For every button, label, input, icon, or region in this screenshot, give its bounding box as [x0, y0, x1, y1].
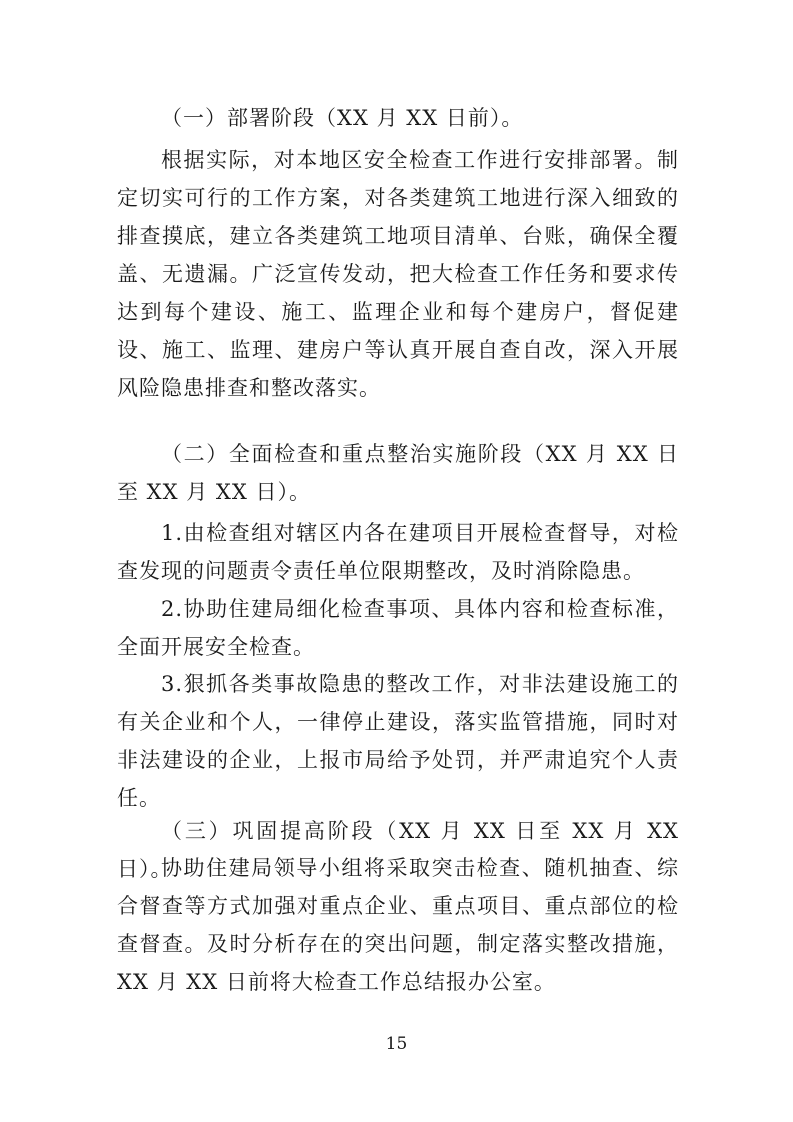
section-1-heading: （一）部署阶段（XX 月 XX 日前）。 — [161, 106, 524, 130]
section-3-paragraph: 协助住建局领导小组将采取突击检查、随机抽查、综合督查等方式加强对重点企业、重点项目、重点部位的检查督查。及时分析存在的突出问题，制定落实整改措施，XX 月 XX 日前将大检查工作总结报办公室。 — [117, 856, 679, 994]
section-2-item-3: 3.狠抓各类事故隐患的整改工作，对非法建设施工的有关企业和个人，一律停止建设，落实监管措施，同时对非法建设的企业，上报市局给予处罚，并严肃追究个人责任。 — [117, 672, 679, 810]
section-2-item-1: 1.由检查组对辖区内各在建项目开展检查督导，对检查发现的问题责令责任单位限期整改，及时消除隐患。 — [117, 521, 679, 583]
section-2-item-2: 2.协助住建局细化检查事项、具体内容和检查标准，全面开展安全检查。 — [117, 597, 679, 659]
section-2-heading: （二）全面检查和重点整治实施阶段（XX 月 XX 日至 XX 月 XX 日）。 — [117, 442, 679, 504]
page-number: 15 — [385, 1034, 408, 1054]
section-3-heading: （三）巩固提高阶段（XX 月 XX 日至 XX 月 XX 日）。 — [117, 819, 679, 881]
section-1-paragraph: 根据实际，对本地区安全检查工作进行安排部署。制定切实可行的工作方案，对各类建筑工地进行深入细致的排查摸底，建立各类建筑工地项目清单、台账，确保全覆盖、无遗漏。广泛宣传发动，把大检查工作任务和要求传达到每个建设、施工、监理企业和每个建房户，督促建设、施工、监理、建房户等认真开展自查自改，深入开展风险隐患排查和整改落实。 — [117, 148, 679, 400]
